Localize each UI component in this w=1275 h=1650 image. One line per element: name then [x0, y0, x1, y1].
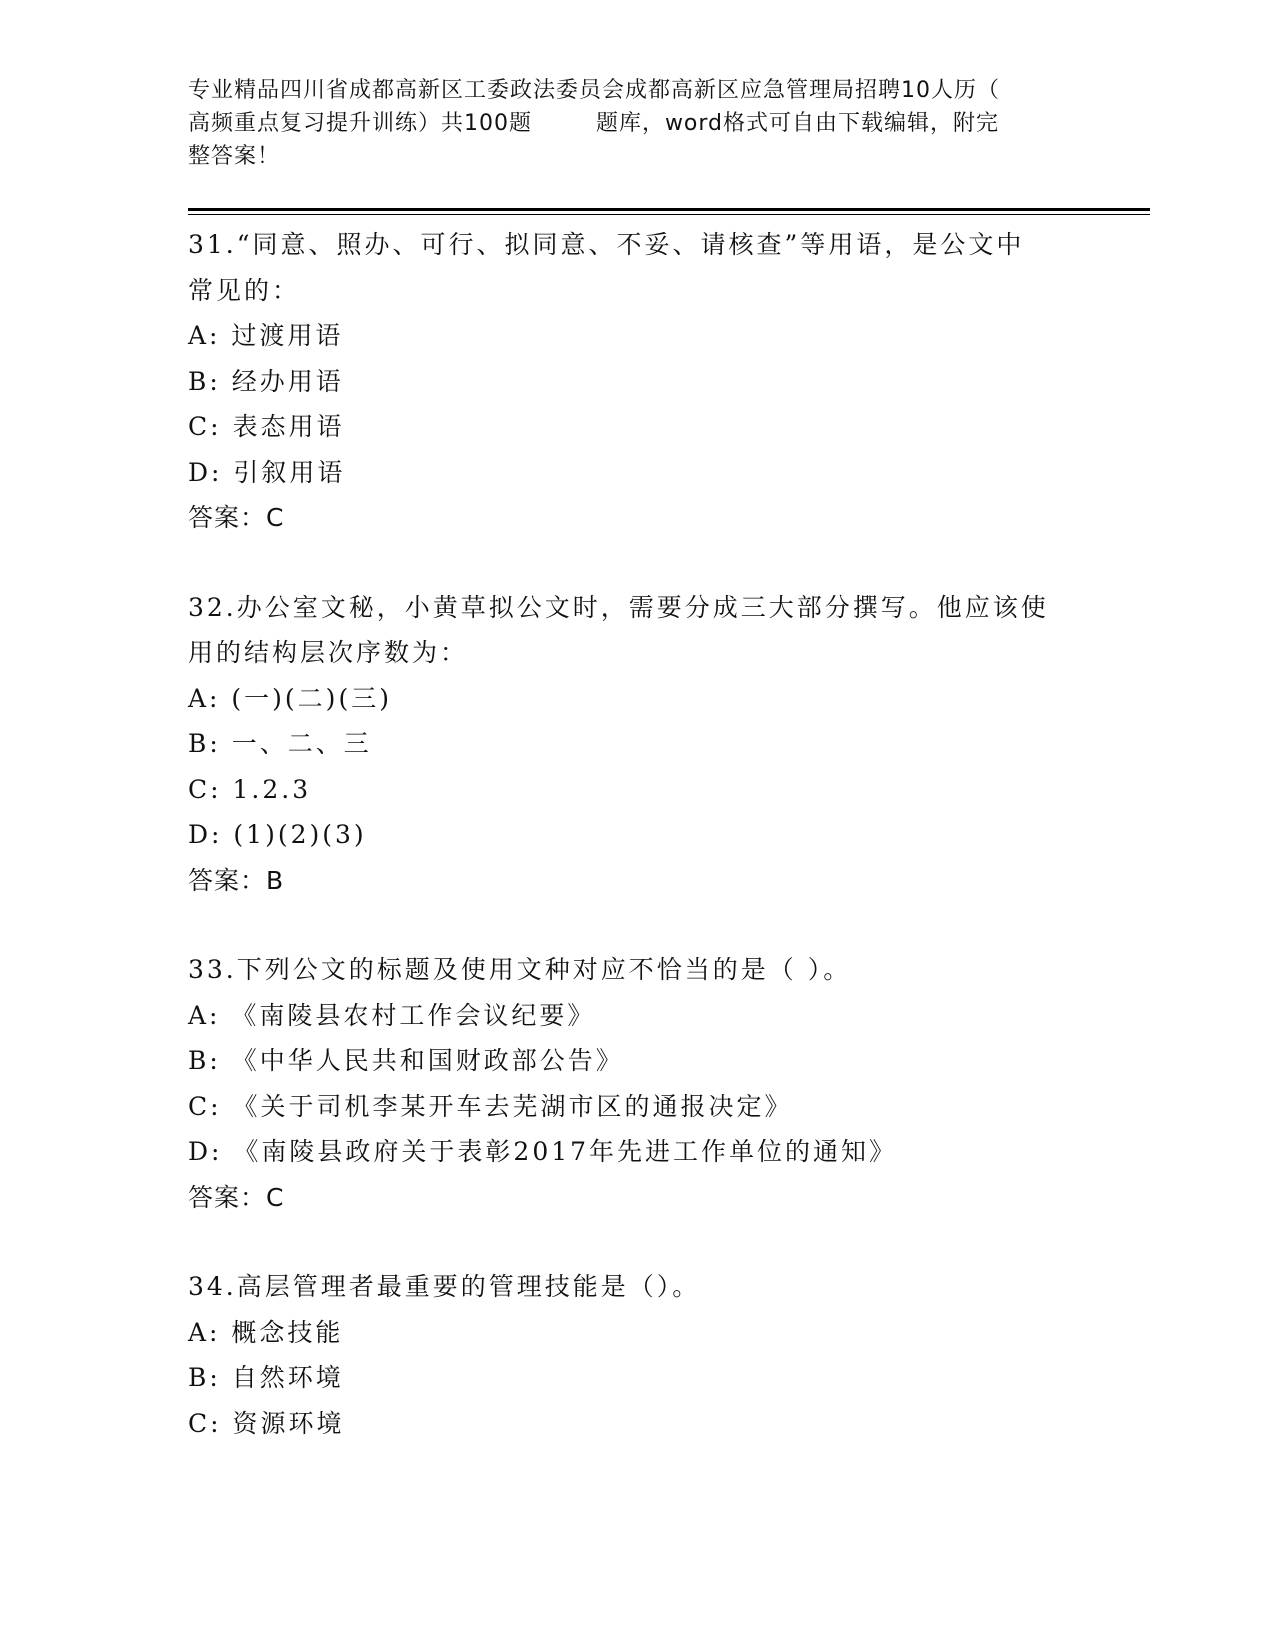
header-line: 整答案！: [188, 144, 281, 169]
question-stem: 常见的：: [188, 275, 301, 305]
option-b: B: 自然环境: [188, 1363, 344, 1392]
option-d: D: 《南陵县政府关于表彰2017年先进工作单位的通知》: [188, 1137, 898, 1166]
question-stem: 31.“同意、照办、可行、拟同意、不妥、请核查”等用语，是公文中: [188, 230, 1025, 259]
answer: 答案：C: [188, 1182, 285, 1212]
option-c: C: 资源环境: [188, 1408, 345, 1438]
question-stem: 用的结构层次序数为：: [188, 638, 469, 667]
option-c: C: 《关于司机李某开车去芜湖市区的通报决定》: [188, 1091, 793, 1121]
option-a: A: 概念技能: [188, 1317, 344, 1347]
option-d: D: 引叙用语: [188, 457, 346, 487]
question-31: [188, 222, 1088, 541]
option-c: C: 1.2.3: [188, 774, 312, 804]
question-34: [188, 1264, 1088, 1446]
header-divider-thick: [188, 208, 1150, 211]
question-list: [188, 222, 1088, 1490]
question-33: [188, 947, 1088, 1220]
answer: 答案：C: [188, 503, 285, 532]
header-line: 专业精品四川省成都高新区工委政法委员会成都高新区应急管理局招聘10人历（: [188, 78, 1000, 103]
header-divider-thin: [188, 214, 1150, 215]
header-line: 高频重点复习提升训练）共100题 题库，word格式可自由下载编辑，附完: [188, 111, 1000, 136]
option-b: B: 一、二、三: [188, 729, 372, 758]
option-a: A: 《南陵县农村工作会议纪要》: [188, 1000, 596, 1030]
option-d: D: (1)(2)(3): [188, 820, 367, 849]
option-a: A: 过渡用语: [188, 321, 344, 350]
option-b: B: 《中华人民共和国财政部公告》: [188, 1046, 624, 1075]
question-stem: 34.高层管理者最重要的管理技能是（）。: [188, 1272, 701, 1301]
question-stem: 32.办公室文秘，小黄草拟公文时，需要分成三大部分撰写。他应该使: [188, 592, 1049, 622]
question-32: [188, 585, 1088, 904]
option-a: A: (一)(二)(三): [188, 683, 392, 713]
option-c: C: 表态用语: [188, 412, 345, 441]
document-header: [188, 74, 1088, 173]
question-stem: 33.下列公文的标题及使用文种对应不恰当的是（ ）。: [188, 955, 852, 984]
answer: 答案：B: [188, 865, 285, 895]
option-b: B: 经办用语: [188, 366, 344, 396]
